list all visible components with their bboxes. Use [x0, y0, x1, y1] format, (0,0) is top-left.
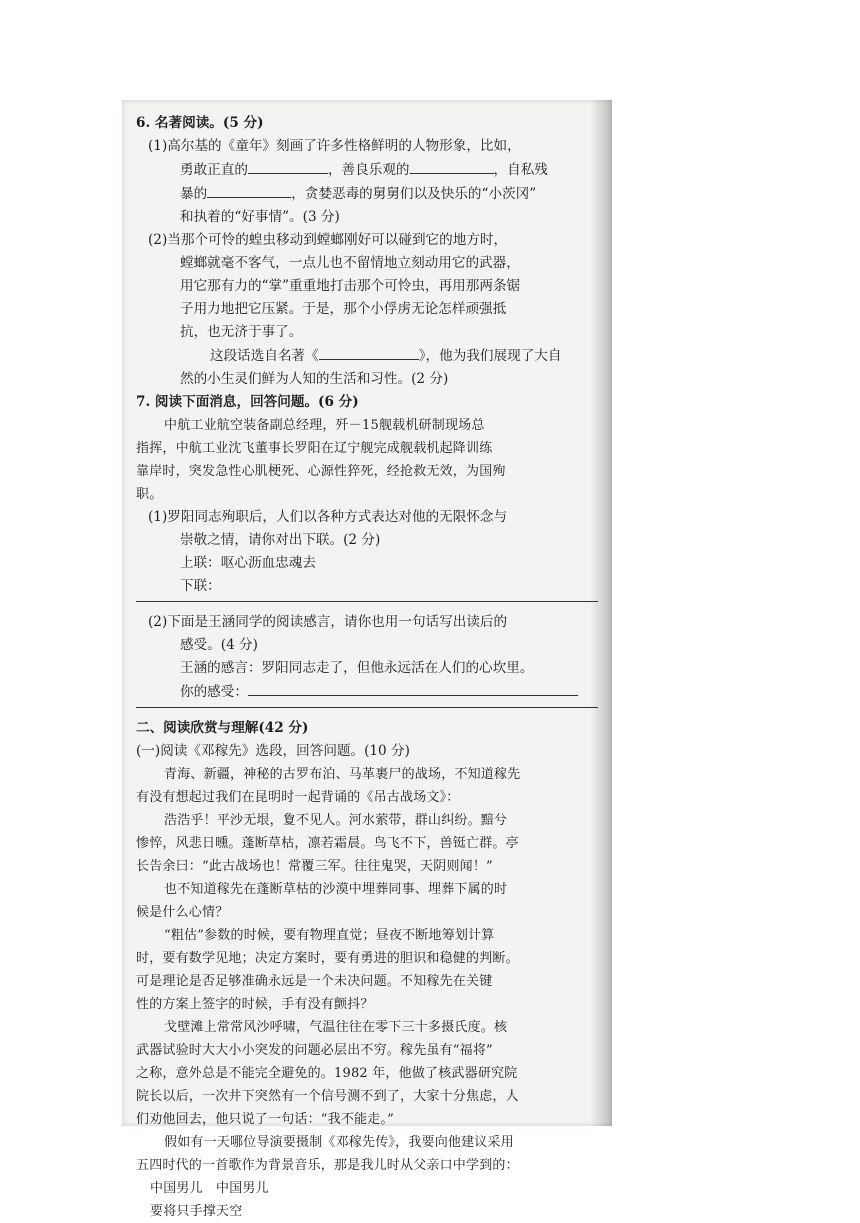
q6-p2-line5: 抗，也无济于事了。 [180, 324, 303, 340]
passage-line: 惨悴，风悲日曛。蓬断草枯，凛若霜晨。鸟飞不下，兽铤亡群。亭 [136, 836, 519, 851]
scanned-exam-page [122, 100, 612, 1219]
passage-line: 要将只手撑天空 [150, 1204, 243, 1219]
passage-line: 假如有一天哪位导演要摄制《邓稼先传》，我要向他建议采用 [164, 1135, 514, 1150]
q7-news-line: 指挥，中航工业沈飞董事长罗阳在辽宁舰完成舰载机起降训练 [136, 441, 493, 456]
q7-your-feeling-label: 你的感受： [180, 684, 248, 700]
passage-line: 长告余曰：“此古战场也！常覆三军。往往鬼哭，天阴则闻！” [136, 859, 493, 874]
q6-p2-line6-b: 》，他为我们展现了大自 [418, 348, 562, 364]
q7-news-line: 中航工业航空装备副总经理，歼－15舰载机研制现场总 [164, 418, 485, 433]
q7-wang-comment: 王涵的感言：罗阳同志走了，但他永远活在人们的心坎里。 [180, 660, 534, 676]
q7-upper-couplet: 上联：呕心沥血忠魂去 [180, 555, 316, 571]
answer-blank-book[interactable] [319, 344, 419, 360]
passage-line: 中国男儿 中国男儿 [150, 1181, 269, 1196]
page-content [136, 112, 602, 1223]
passage-line: 院长以后，一次井下突然有一个信号测不到了，大家十分焦虑，人 [136, 1089, 519, 1104]
q6-p2-line6-a: 这段话选自名著《 [210, 348, 319, 364]
passage-line: 可是理论是否足够准确永远是一个未决问题。不知稼先在关键 [136, 974, 493, 989]
passage-line: 性的方案上签字的时候，手有没有颤抖？ [136, 997, 374, 1012]
q6-p1-line2 [136, 158, 602, 182]
q6-p1-line2-c: ，自私残 [493, 162, 548, 178]
answer-line-feeling[interactable] [136, 706, 598, 708]
passage-line: 青海、新疆，神秘的古罗布泊、马革裹尸的战场，不知道稼先 [164, 767, 521, 782]
q7-p2-line2: 感受。(4 分) [180, 637, 258, 653]
q7-news-line: 职。 [136, 487, 163, 502]
section2-title: 二、阅读欣赏与理解(42 分) [136, 720, 309, 736]
passage-line: 们劝他回去，他只说了一句话：“我不能走。” [136, 1112, 394, 1127]
q6-p1-line2-a: 勇敢正直的 [180, 162, 248, 178]
q6-p1-line1: (1)高尔基的《童年》刻画了许多性格鲜明的人物形象，比如， [148, 138, 521, 154]
q7-title: 7. 阅读下面消息，回答问题。(6 分) [136, 394, 359, 410]
passage-line: “粗估”参数的时候，要有物理直觉；昼夜不断地筹划计算 [164, 928, 495, 943]
q6-p1-line4: 和执着的“好事情”。(3 分) [180, 209, 340, 225]
q6-p1-line3-b: ，贪婪恶毒的舅舅们以及快乐的“小茨冈” [291, 186, 537, 202]
q6-p2-line6 [136, 344, 602, 368]
q7-p2-line1: (2)下面是王涵同学的阅读感言，请你也用一句话写出读后的 [148, 614, 508, 630]
q6-p2-line7: 然的小生灵们鲜为人知的生活和习性。(2 分) [180, 371, 449, 387]
q6-p1-line3-a: 暴的 [180, 186, 208, 202]
passage-line: 之称，意外总是不能完全避免的。1982 年，他做了核武器研究院 [136, 1066, 518, 1081]
q6-title: 6. 名著阅读。(5 分) [136, 115, 264, 131]
passage-line: 候是什么心情？ [136, 905, 229, 920]
passage-line: 浩浩乎！平沙无垠，夐不见人。河水萦带，群山纠纷。黯兮 [164, 813, 508, 828]
passage-line: 有没有想起过我们在昆明时一起背诵的《吊古战场文》： [136, 790, 460, 805]
passage-line: 时，要有数学见地；决定方案时，要有勇进的胆识和稳健的判断。 [136, 951, 519, 966]
q7-p1-line2: 崇敬之情，请你对出下联。(2 分) [180, 532, 381, 548]
passage-line: 五四时代的一首歌作为背景音乐，那是我儿时从父亲口中学到的： [136, 1158, 519, 1173]
q7-your-feeling [136, 680, 602, 704]
answer-blank-3[interactable] [207, 182, 291, 198]
q7-news-line: 靠岸时，突发急性心肌梗死、心源性猝死，经抢救无效，为国殉 [136, 464, 506, 479]
q6-p1-line2-b: ，善良乐观的 [327, 162, 410, 178]
passage-line: 武器试验时大大小小突发的问题必层出不穷。稼先虽有“福将” [136, 1043, 493, 1058]
passage-line: 戈壁滩上常常风沙呼啸，气温往往在零下三十多摄氏度。核 [164, 1020, 508, 1035]
passage-line: 也不知道稼先在蓬断草枯的沙漠中埋葬同事、埋葬下属的时 [164, 882, 508, 897]
q7-p1-line1: (1)罗阳同志殉职后，人们以各种方式表达对他的无限怀念与 [148, 509, 508, 525]
answer-blank-2[interactable] [410, 158, 494, 174]
q6-p2-line3: 用它那有力的“掌”重重地打击那个可怜虫，再用那两条锯 [180, 278, 521, 294]
answer-blank-feeling[interactable] [248, 680, 578, 696]
q7-lower-couplet [136, 575, 602, 598]
q7-lower-label: 下联： [180, 578, 221, 594]
q6-p2-line1: (2)当那个可怜的蝗虫移动到螳螂刚好可以碰到它的地方时， [148, 232, 508, 248]
q6-p2-line4: 子用力地把它压紧。于是，那个小俘虏无论怎样顽强抵 [180, 301, 507, 317]
q6-p2-line2: 螳螂就毫不客气，一点儿也不留情地立刻动用它的武器， [180, 255, 520, 271]
q6-p1-line3 [136, 182, 602, 206]
answer-blank-1[interactable] [248, 158, 328, 174]
answer-line-couplet[interactable] [136, 600, 598, 602]
section2-subtitle: (一)阅读《邓稼先》选段，回答问题。(10 分) [136, 743, 410, 759]
